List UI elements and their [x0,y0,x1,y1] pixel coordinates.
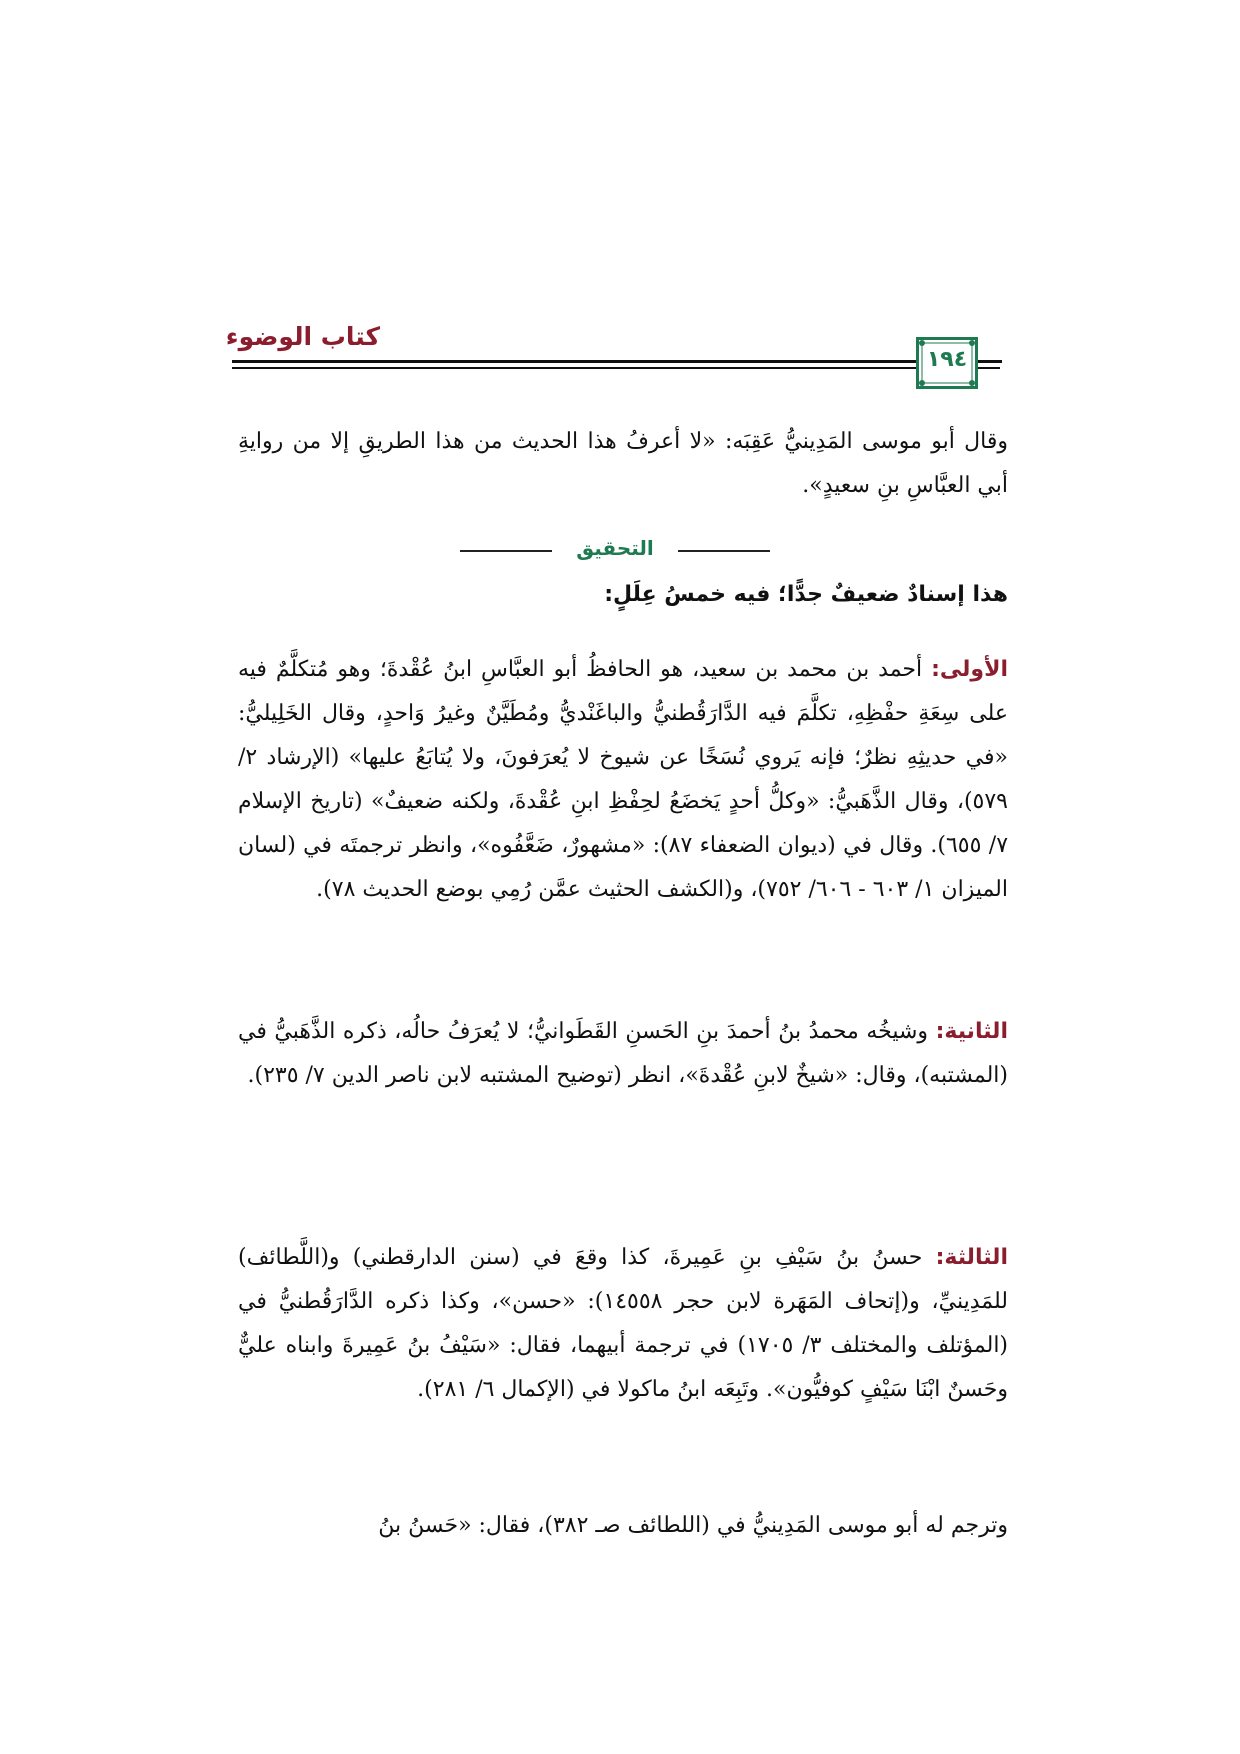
paragraph-continued [238,1504,1008,1548]
paragraph-text: وشيخُه محمدُ بنُ أحمدَ بنِ الحَسنِ القَطَوانيُّ؛ لا يُعرَفُ حالُه، ذكره الذَّهَبيُّ في (المشتبه)، وقال: «شيخٌ لابنِ عُقْدةَ»، انظر (توضيح المشتبه لابن ناصر الدين ٧/ ٢٣٥). [238,1019,1008,1088]
page-number: ١٩٤ [926,347,968,372]
intro-paragraph: وقال أبو موسى المَدِينيُّ عَقِبَه: «لا أعرفُ هذا الحديث من هذا الطريقِ إلا من روايةِ أبي العبَّاسِ بنِ سعيدٍ». [238,429,1008,498]
paragraph-text: أحمد بن محمد بن سعيد، هو الحافظُ أبو العبَّاسِ ابنُ عُقْدةَ؛ وهو مُتكلَّمٌ فيه على سِعَةِ حفْظِهِ، تكلَّمَ فيه الدَّارَقُطنيُّ والباغَنْديُّ ومُطَيَّنٌ وغيرُ وَاحدٍ، وقال الخَلِيليُّ: «في حديثِهِ نظرٌ؛ فإنه يَروي نُسَخًا عن شيوخ لا يُعرَفونَ، ولا يُتابَعُ عليها» (الإرشاد ٢/ ٥٧٩)، وقال الذَّهَبيُّ: «وكلُّ أحدٍ يَخضَعُ لحِفْظِ ابنِ عُقْدةَ، ولكنه ضعيفٌ» (تاريخ الإسلام ٧/ ٦٥٥). وقال في (ديوان الضعفاء ٨٧): «مشهورٌ، ضَعَّفُوه»، وانظر ترجمتَه في (لسان الميزان ١/ ٦٠٣ - ٦٠٦/ ٧٥٢)، و(الكشف الحثيث عمَّن رُمِي بوضع الحديث ٧٨). [238,657,1009,902]
section-heading: هذا إسنادٌ ضعيفٌ جدًّا؛ فيه خمسُ عِلَلٍ: [604,582,1008,607]
section-title: التحقيق [576,536,654,560]
paragraph-third [238,1236,1008,1412]
section-separator [460,536,770,566]
page-number-frame [916,337,978,389]
paragraph-first [238,648,1008,912]
paragraph-label: الأولى: [931,657,1008,682]
book-title: كتاب الوضوء [225,322,380,351]
paragraph-text: حسنُ بنُ سَيْفِ بنِ عَمِيرةَ، كذا وقعَ في (سنن الدارقطني) و(اللَّطائف) للمَدِينيِّ، و(إتحاف المَهَرة لابن حجر ١٤٥٥٨): «حسن»، وكذا ذكره الدَّارَقُطنيُّ في (المؤتلف والمختلف ٣/ ١٧٠٥) في ترجمة أبيهما، فقال: «سَيْفُ بنُ عَمِيرةَ وابناه عليٌّ وحَسنٌ ابْنَا سَيْفٍ كوفيُّون». وتَبِعَه ابنُ ماكولا في (الإكمال ٦/ ٢٨١). [238,1245,1009,1402]
paragraph-label: الثانية: [935,1019,1008,1044]
header-rule-thick [232,360,1000,363]
header-rule-end [980,360,1002,363]
header-rule-thin [232,367,1000,369]
paragraph-label: الثالثة: [935,1245,1008,1270]
paragraph-second [238,1010,1008,1098]
paragraph-text: وترجم له أبو موسى المَدِينيُّ في (اللطائف صـ ٣٨٢)، فقال: «حَسنُ بنُ [378,1513,1008,1538]
